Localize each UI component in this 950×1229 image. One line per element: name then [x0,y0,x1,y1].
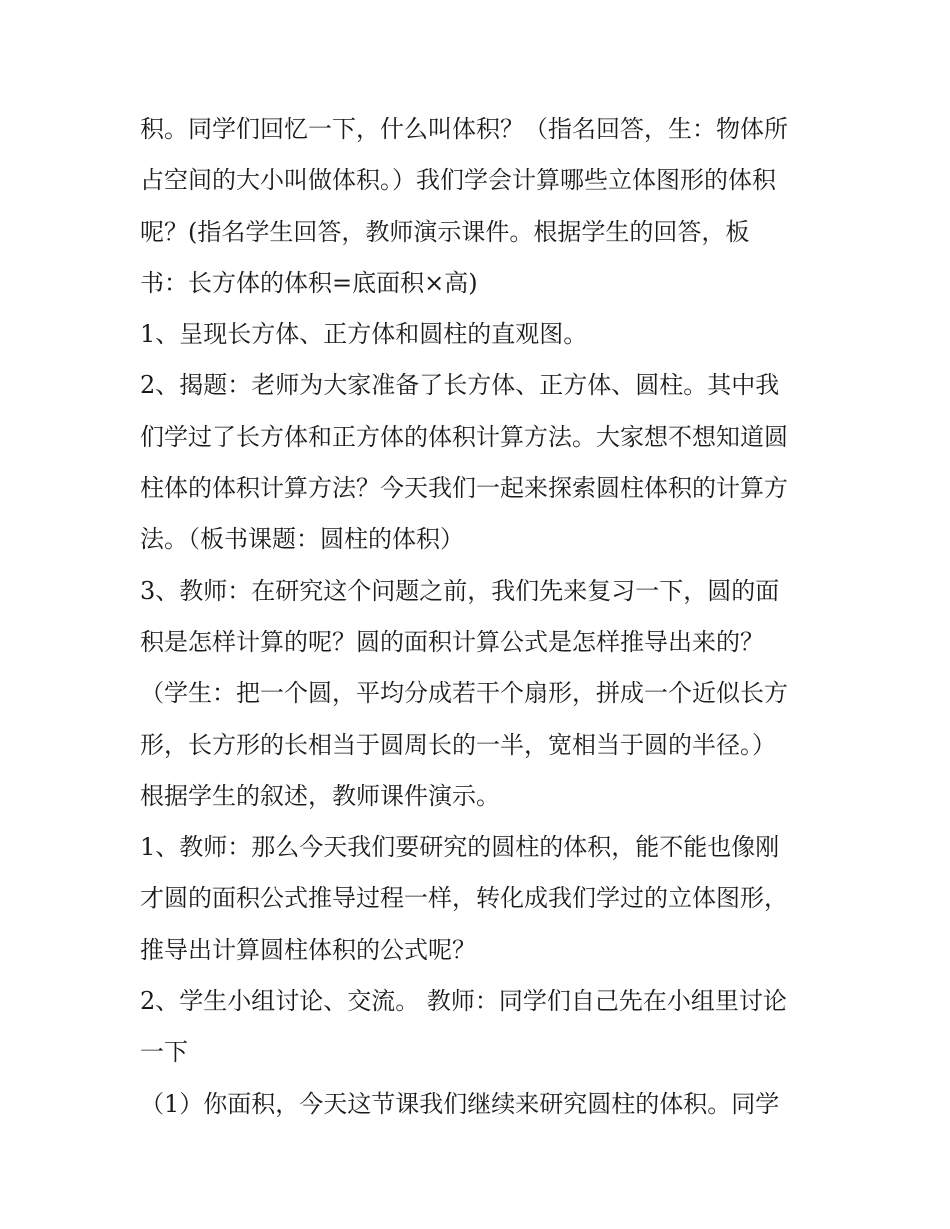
text-line: 3、教师：在研究这个问题之前，我们先来复习一下，圆的面 [140,576,780,605]
text-line: 一下 [140,1038,188,1067]
text-line: （学生：把一个圆，平均分成若干个扇形，拼成一个近似长方 [140,679,788,708]
text-line: 书：长方体的体积=底面积×高) [140,268,478,297]
text-line: 积。同学们回忆一下，什么叫体积？（指名回答，生：物体所 [140,115,788,143]
text-line: 2、学生小组讨论、交流。 教师：同学们自己先在小组里讨论 [140,987,787,1016]
text-line: 们学过了长方体和正方体的体积计算方法。大家想不想知道圆 [140,422,788,451]
text-line: 积是怎样计算的呢？圆的面积计算公式是怎样推导出来的？ [140,627,764,656]
text-line: 才圆的面积公式推导过程一样，转化成我们学过的立体图形， [140,884,788,913]
text-line: 1、呈现长方体、正方体和圆柱的直观图。 [140,320,588,349]
text-line: （1）你面积，今天这节课我们继续来研究圆柱的体积。同学 [140,1089,780,1118]
text-line: 形，长方形的长相当于圆周长的一半，宽相当于圆的半径。） [140,730,776,759]
text-line: 呢？(指名学生回答，教师演示课件。根据学生的回答，板 [140,217,750,246]
text-line: 柱体的体积计算方法？今天我们一起来探索圆柱体积的计算方 [140,474,788,503]
text-line: 2、揭题：老师为大家准备了长方体、正方体、圆柱。其中我 [140,371,780,400]
text-line: 占空间的大小叫做体积。）我们学会计算哪些立体图形的体积 [140,166,776,195]
text-line: 推导出计算圆柱体积的公式呢？ [140,935,476,964]
text-line: 法。（板书课题：圆柱的体积） [140,525,464,554]
body-text [140,104,820,1130]
text-line: 1、教师：那么今天我们要研究的圆柱的体积，能不能也像刚 [140,833,780,862]
text-line: 根据学生的叙述，教师课件演示。 [140,781,500,810]
